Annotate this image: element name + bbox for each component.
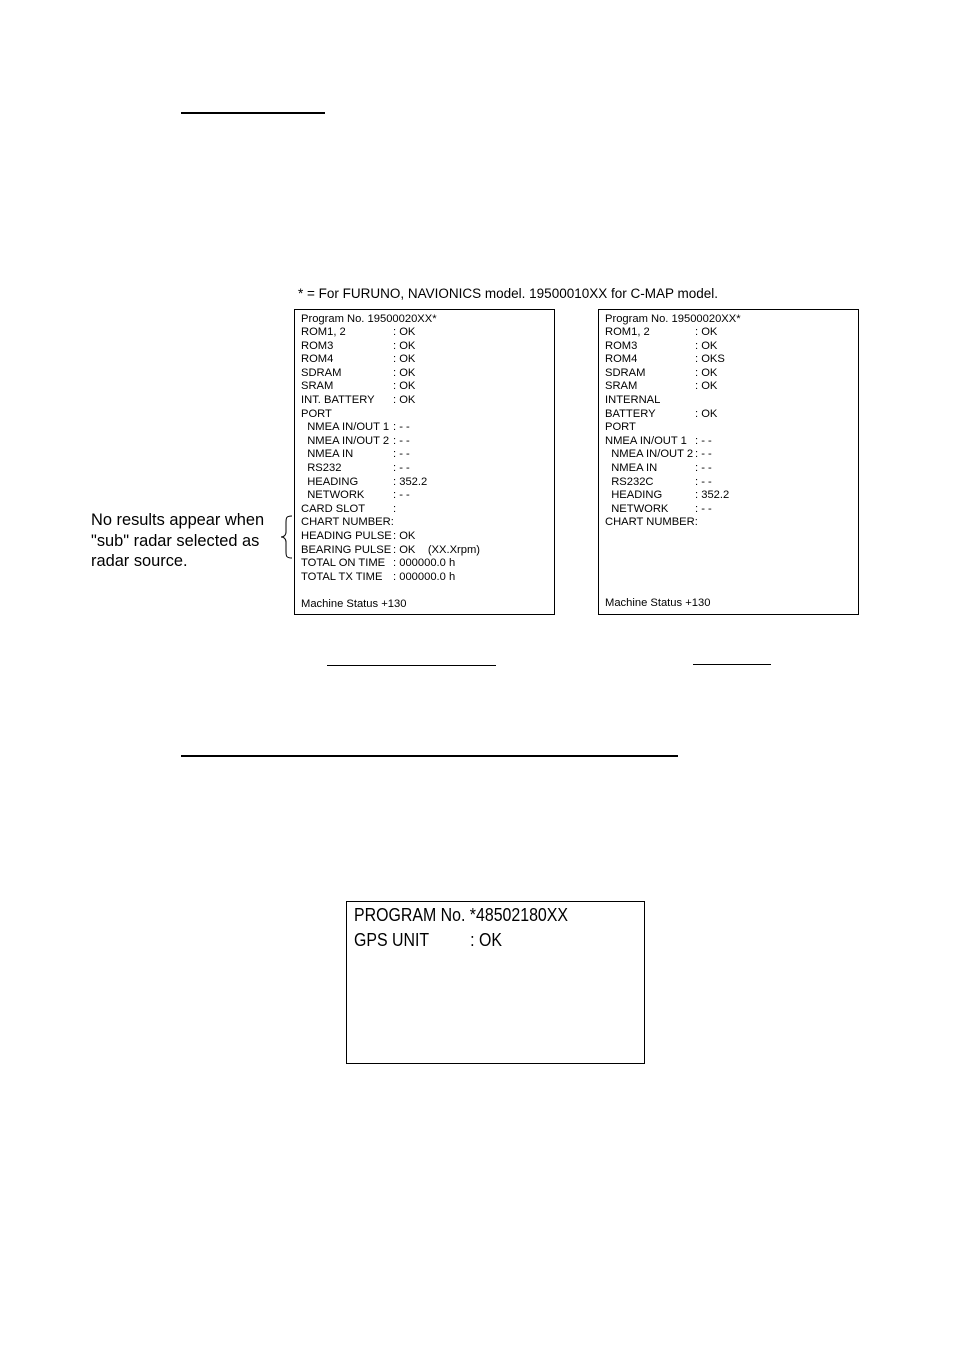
status-row-label: CHART NUMBER: (605, 516, 698, 529)
status-row-value: : OK (393, 366, 416, 379)
right-screen-machine-status: Machine Status +130 (605, 597, 711, 609)
status-row-label: NMEA IN/OUT 2 (301, 434, 390, 447)
status-row-label: ROM1, 2 (605, 326, 650, 338)
heading-rule-2 (181, 755, 678, 757)
status-row-value: : OK (393, 530, 416, 542)
status-row-value: : - - (695, 475, 712, 488)
status-row-value: : (393, 502, 397, 515)
status-row-label: TOTAL ON TIME (301, 557, 386, 570)
right-screen-program-no: Program No. 19500020XX* (605, 313, 741, 325)
status-row-label: ROM4 (605, 353, 638, 366)
status-row-label: BATTERY (605, 407, 656, 420)
status-row-label: ROM4 (301, 353, 334, 366)
status-row-label: PORT (301, 407, 332, 420)
status-row-value: : 352.2 (393, 475, 428, 488)
status-row-label: NMEA IN/OUT 1 (301, 421, 390, 434)
status-row-label: ROM3 (301, 339, 334, 352)
gps-unit-value: : OK (470, 929, 502, 950)
status-row-label: BEARING PULSE (301, 543, 392, 556)
status-row-label: SRAM (605, 380, 638, 393)
status-row-label: PORT (605, 421, 636, 434)
status-row-value: : 000000.0 h (393, 557, 456, 570)
gps-unit-label: GPS UNIT (354, 929, 430, 950)
sub-radar-note: No results appear when "sub" radar selected as radar source. (91, 511, 265, 571)
status-row-value: : OK (XX.Xrpm) (393, 543, 481, 556)
status-row-label: NMEA IN (301, 448, 354, 461)
status-row-label: NETWORK (605, 502, 669, 515)
status-row-label: INT. BATTERY (301, 394, 375, 406)
status-row-label: CHART NUMBER: (301, 516, 394, 529)
status-row-label: SDRAM (301, 366, 342, 379)
gps-program-no: PROGRAM No. *48502180XX (354, 904, 569, 925)
left-screen-program-no: Program No. 19500020XX* (301, 313, 437, 325)
status-row-value: : OK (393, 353, 416, 366)
heading-rule-1 (181, 112, 325, 114)
status-row-value: : 352.2 (695, 489, 730, 502)
status-row-value: : OK (695, 380, 718, 393)
right-caption-rule (693, 664, 771, 665)
status-row-value: : OK (393, 326, 416, 338)
status-row-label: ROM1, 2 (301, 326, 346, 338)
left-caption-rule (327, 665, 496, 666)
status-row-label: HEADING (605, 489, 663, 502)
status-row-label: RS232C (605, 475, 654, 488)
status-row-label: NETWORK (301, 489, 365, 502)
status-row-label: SRAM (301, 380, 334, 393)
status-row-value: : - - (393, 462, 410, 474)
status-row-value: : OK (393, 380, 416, 393)
status-row-label: RS232 (301, 462, 342, 474)
status-row-label: HEADING PULSE (301, 530, 392, 542)
status-row-label: NMEA IN (605, 462, 658, 474)
status-row-value: : - - (393, 489, 410, 502)
status-row-value: : - - (695, 434, 712, 447)
left-screen-machine-status: Machine Status +130 (301, 598, 407, 610)
status-row-value: : OK (695, 339, 718, 352)
status-row-value: : OK (695, 407, 718, 420)
gps-unit-row (354, 929, 502, 951)
status-row-value: : - - (695, 502, 712, 515)
curly-brace-icon (280, 515, 294, 559)
status-row-value: : OK (695, 366, 718, 379)
status-row-value: : OK (393, 339, 416, 352)
status-row-label: NMEA IN/OUT 2 (605, 448, 694, 461)
status-row-value: : 000000.0 h (393, 570, 456, 583)
status-row-value: : - - (393, 421, 410, 434)
status-row-label: NMEA IN/OUT 1 (605, 434, 687, 447)
left-diagnostic-screen (294, 309, 555, 615)
status-row-label: INTERNAL (605, 394, 661, 406)
right-diagnostic-screen (598, 309, 859, 615)
status-row-label: HEADING (301, 475, 359, 488)
status-row-value: : - - (393, 434, 410, 447)
status-row-value: : OK (695, 326, 718, 338)
gps-diagnostic-screen (346, 901, 645, 1064)
status-row-label: SDRAM (605, 366, 646, 379)
program-number-footnote: * = For FURUNO, NAVIONICS model. 19500010XX for C-MAP model. (298, 286, 719, 301)
status-row-label: CARD SLOT (301, 502, 366, 515)
status-row-label: ROM3 (605, 339, 638, 352)
status-row-value: : OKS (695, 353, 725, 366)
status-row-value: : - - (393, 448, 410, 461)
status-row-value: : - - (695, 448, 712, 461)
status-row-value: : OK (393, 394, 416, 406)
status-row-label: TOTAL TX TIME (301, 570, 383, 583)
status-row-value: : - - (695, 462, 712, 474)
